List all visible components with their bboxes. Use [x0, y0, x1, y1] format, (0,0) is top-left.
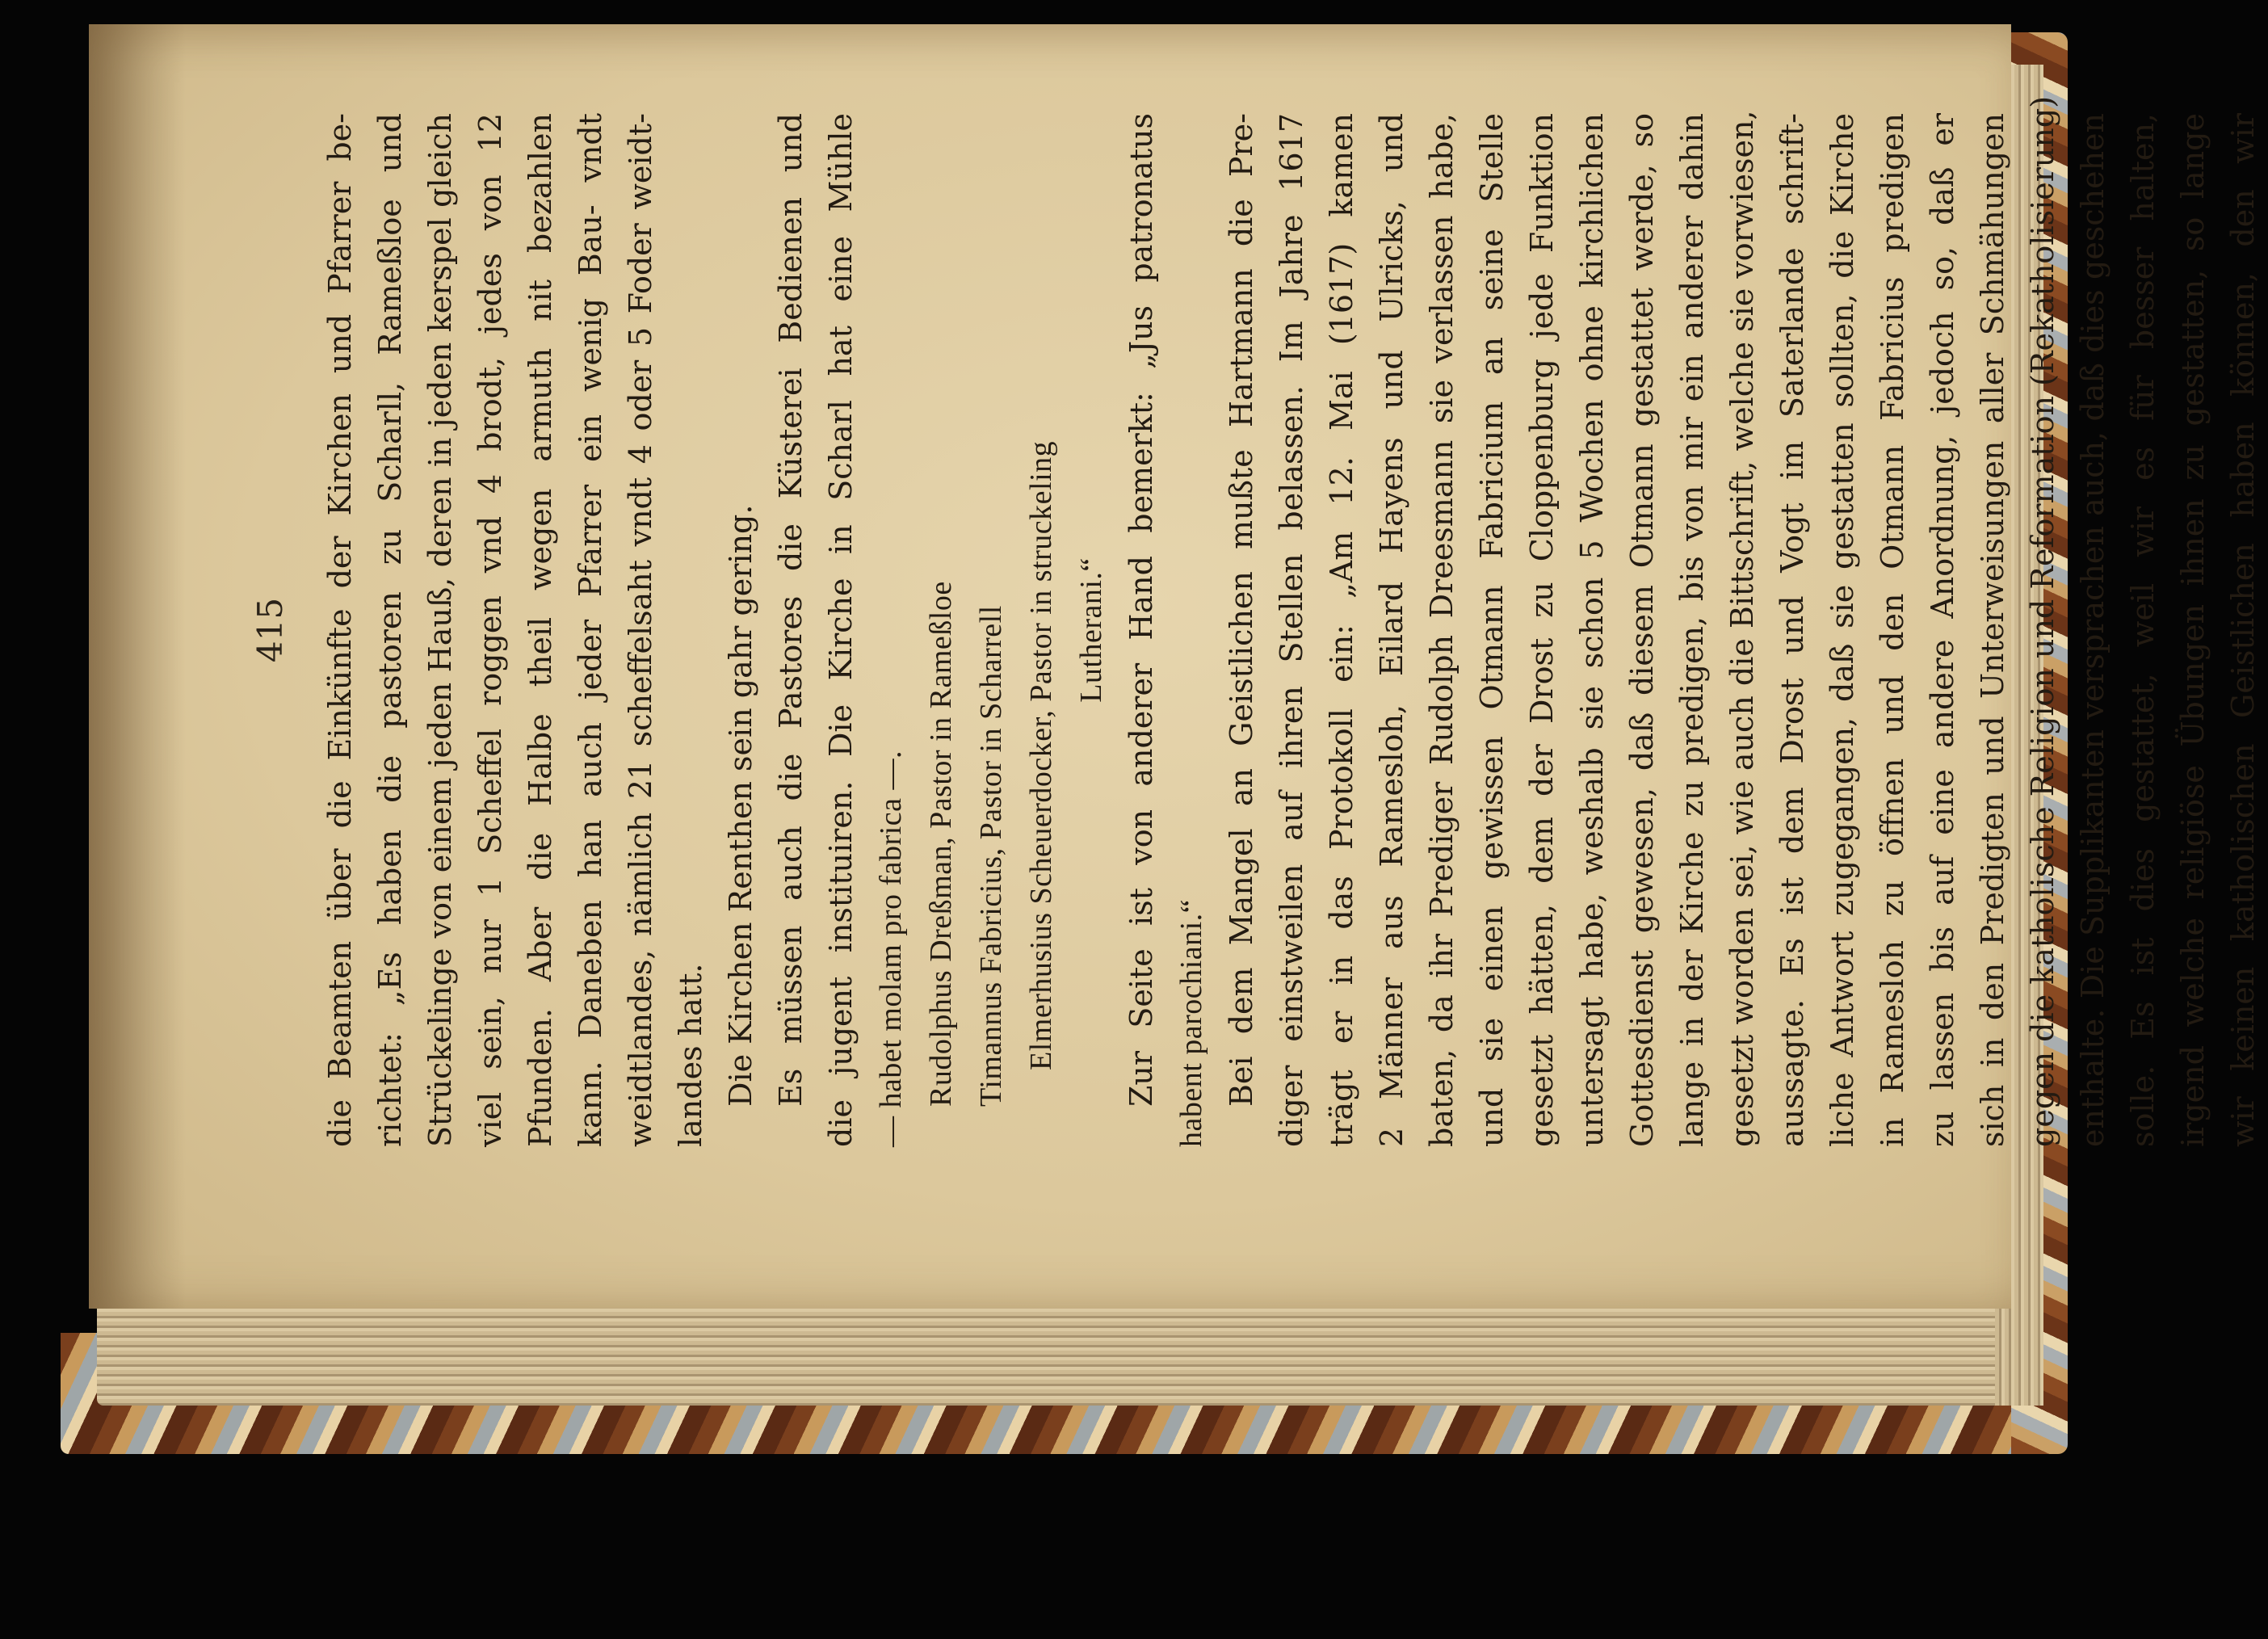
- text-line: landes hatt.: [673, 963, 708, 1147]
- text-line: gesetzt hätten, dem der Drost zu Cloppenburg jede Funktion: [1524, 113, 1560, 1147]
- text-line: trägt er in das Protokoll ein: „Am 12. Mai (1617) kamen: [1324, 113, 1359, 1147]
- text-line: Die Kirchen Renthen sein gahr gering.: [723, 504, 758, 1107]
- text-line: Es müssen auch die Pastores die Küsterei Bedienen und: [773, 113, 808, 1107]
- text-line: untersagt habe, weshalb sie schon 5 Wochen ohne kirchlichen: [1574, 113, 1610, 1147]
- text-line: diger einstweilen auf ihren Stellen belassen. Im Jahre 1617: [1274, 113, 1309, 1147]
- text-line: in Ramesloh zu öffnen und den Otmann Fabricius predigen: [1875, 113, 1910, 1147]
- text-line: kann. Daneben han auch jeder Pfarrer ein wenig Bau- vndt: [573, 113, 608, 1147]
- text-line: solle. Es ist dies gestattet, weil wir es für besser halten,: [2125, 113, 2161, 1147]
- text-line: und sie einen gewissen Otmann Fabricium an seine Stelle: [1474, 113, 1510, 1147]
- text-line: Pfunden. Aber die Halbe theil wegen armuth nit bezahlen: [523, 113, 558, 1147]
- text-line: die jugent instituiren. Die Kirche in Scharl hat eine Mühle: [823, 113, 859, 1147]
- text-line: die Beamten über die Einkünfte der Kirchen und Pfarrer be-: [322, 113, 358, 1147]
- page-number: 415: [250, 597, 290, 663]
- text-line: Elmerhusius Scheuerdocker, Pastor in struckeling: [1024, 440, 1058, 1070]
- text-line: 2 Männer aus Ramesloh, Eilard Hayens und Ulricks, und: [1374, 113, 1409, 1147]
- text-line: wir keinen katholischen Geistlichen haben können, den wir: [2225, 113, 2261, 1147]
- text-line: Timannus Fabricius, Pastor in Scharrell: [974, 605, 1008, 1107]
- text-line: baten, da ihr Prediger Rudolph Dreesmann sie verlassen habe,: [1424, 113, 1460, 1147]
- text-line: Gottesdienst gewesen, daß diesem Otmann gestattet werde, so: [1624, 113, 1660, 1147]
- rotated-text-block: [250, 95, 2261, 1147]
- text-line: richtet: „Es haben die pastoren zu Scharll, Rameßloe und: [372, 113, 408, 1147]
- text-line: Lutherani.“: [1074, 557, 1108, 703]
- text-line: habent parochiani.“: [1174, 898, 1208, 1147]
- page-edges-bottom: [97, 1292, 2027, 1406]
- text-line: irgend welche religiöse Übungen ihnen zu gestatten, so lange: [2175, 113, 2211, 1147]
- text-line: liche Antwort zugegangen, daß sie gestatten sollten, die Kirche: [1825, 113, 1860, 1147]
- text-line: sich in den Predigten und Unterweisungen aller Schmähungen: [1975, 113, 2010, 1147]
- text-line: zu lassen bis auf eine andere Anordnung, jedoch so, daß er: [1925, 113, 1960, 1147]
- text-line: viel sein, nur 1 Scheffel roggen vnd 4 brodt, jedes von 12: [472, 113, 508, 1147]
- text-line: weidtlandes, nämlich 21 scheffelsaht vndt 4 oder 5 Foder weidt-: [623, 113, 658, 1147]
- text-line: gesetzt worden sei, wie auch die Bittschrift, welche sie vorwiesen,: [1724, 110, 1760, 1147]
- text-line: lange in der Kirche zu predigen, bis von mir ein anderer dahin: [1674, 113, 1710, 1147]
- text-line: gegen die katholische Religion und Reformation (Rekatholisierung): [2025, 95, 2060, 1147]
- text-lines: [315, 95, 2268, 1147]
- text-line: aussagte. Es ist dem Drost und Vogt im Saterlande schrift-: [1774, 113, 1810, 1147]
- text-line: Rudolphus Dreßman, Pastor in Rameßloe: [924, 581, 958, 1107]
- text-line: — habet molam pro fabrica —.: [874, 750, 908, 1147]
- text-line: Zur Seite ist von anderer Hand bemerkt: „Jus patronatus: [1124, 113, 1159, 1107]
- text-line: Bei dem Mangel an Geistlichen mußte Hartmann die Pre-: [1224, 113, 1259, 1107]
- page-gutter-shadow: [89, 24, 186, 1309]
- text-line: enthalte. Die Supplikanten versprachen auch, daß dies geschehen: [2075, 113, 2110, 1147]
- text-line: Strückelinge von einem jeden Hauß, deren in jeden kerspel gleich: [422, 113, 458, 1147]
